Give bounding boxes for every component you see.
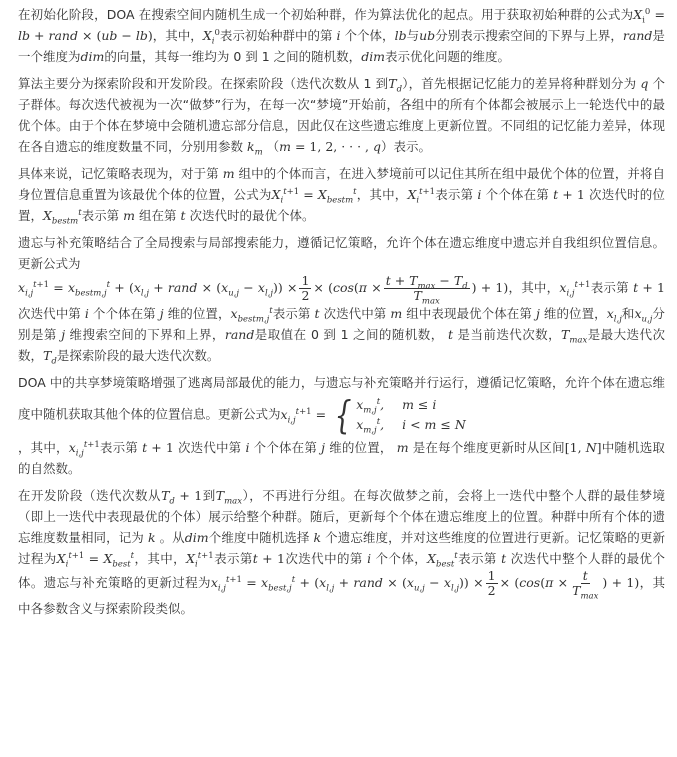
symbol: i [80, 306, 93, 321]
text: 表示第 [590, 280, 629, 295]
text: DOA 中的共享梦境策略增强了逃离局部最优的能力，与遗忘与补充策略并行运行，遵循记忆策略，允许个体在遗忘维度中随机获取其他个体的位置信息。更新公式为 [18, 375, 665, 422]
formula-shared: $x_{i,j}^{t+1}$ = { $x_{m,j}^t$, m ≤ i $x_{m,j}^t$, i < m ≤ N [280, 393, 466, 437]
text: 在开发阶段（迭代次数从 [18, 488, 162, 503]
symbol: $T_d$ [43, 348, 57, 367]
text: 组在第 [138, 208, 177, 223]
symbol: t [176, 208, 190, 223]
text: 维的位置， [543, 306, 607, 321]
text: 组中表现最优个体在第 [406, 306, 532, 321]
symbol: m [392, 440, 413, 455]
text: 是取值在 0 到 1 之间的随机数， [254, 327, 444, 342]
text: 表示第 [81, 208, 120, 223]
symbol: $X_{bestm}^t$ [43, 207, 82, 227]
symbol: t + 1 [252, 551, 285, 566]
text: 个子群体。每次迭代被视为一次“做梦”行为，在每一次“梦境”开始前，各组中的所有个体都会被展示上一轮迭代中的最优个体。由于个体在梦境中会随机遗忘部分信息，因此仅在这些遗忘维度上更新位置。不同组的记忆能力差异，体现在各自遗忘的维度数量不同，分别用参数 [18, 76, 665, 154]
text: 是一个维度为 [18, 28, 665, 64]
text: 中随机选取的自然数。 [18, 440, 665, 476]
symbol: $T_{max}$ [561, 327, 588, 346]
symbol: $T_{max}$ [215, 488, 243, 507]
text: 分别表示搜索空间的下界与上界， [435, 28, 623, 43]
symbol: [1, N] [564, 440, 602, 455]
text: 维的位置， [329, 440, 393, 455]
text: 表示第 [435, 187, 474, 202]
text: 是当前迭代次数， [457, 327, 562, 342]
text: 表示。 [393, 139, 432, 154]
text: 和 [621, 306, 635, 321]
symbol: j [317, 440, 330, 455]
text: 次迭代中的第 [284, 551, 363, 566]
text: ，其中， [508, 280, 560, 295]
paragraph-shared-dream [18, 372, 665, 479]
symbol: t + 1 [548, 187, 585, 202]
symbol: rand [622, 28, 653, 43]
symbol: dim [361, 49, 386, 64]
text: ，其中， [152, 28, 203, 43]
symbol: $T_d + 1$ [161, 488, 203, 507]
text: ，其中， [134, 551, 187, 566]
text: 次迭代时的位置， [18, 187, 665, 223]
paragraph-forget-supplement [18, 232, 665, 366]
text: 是探索阶段的最大迭代次数。 [56, 348, 220, 363]
symbol: $x_{u,j}$ [634, 306, 653, 325]
symbol: lb [394, 28, 407, 43]
text: 到 [202, 488, 216, 503]
text: 表示第 [272, 306, 311, 321]
symbol: $X_i^{t+1}$ [186, 550, 214, 570]
symbol: $T_d$ [388, 76, 403, 95]
symbol: i [332, 28, 345, 43]
text: 表示初始种群中的第 [219, 28, 333, 43]
text: 在初始化阶段，DOA 在搜索空间内随机生成一个初始种群，作为算法优化的起点。用于获取初始种群的公式为 [18, 7, 634, 22]
symbol: k [143, 530, 160, 545]
paragraph-memory-strategy [18, 163, 665, 226]
text: 。从 [159, 530, 185, 545]
symbol: t [496, 551, 511, 566]
formula-forget: $x_{i,j}^{t+1} = x_{bestm,j}^t + (x_{l,j}$ + rand × $(x_{u,j} - x_{l,j})$) × $\frac{1}{2}$ × (cos(π × $\frac{t + T_{max} - T_d}{T_{max}}$ ) + 1) [18, 273, 509, 307]
text: 是最大迭代次数， [18, 327, 665, 363]
symbol: q [636, 76, 653, 91]
symbol: $x_{i,j}^{t+1}$ [68, 439, 100, 459]
text: 个个体在第 [92, 306, 156, 321]
text: 算法主要分为探索阶段和开发阶段。在探索阶段（迭代次数从 1 到 [18, 76, 389, 91]
text: ），首先根据记忆能力的差异将种群划分为 [402, 76, 637, 91]
text: ），不再进行分组。在每次做梦之前，会将上一迭代中整个人群的最佳梦境（即上一迭代中表现最优的个体）展示给整个种群。随后，更新每个个体在遗忘维度上的位置。种群中所有个体的遗忘维度数量相同，记为 [18, 488, 665, 545]
text: 的向量，其每一维均为 0 到 1 之间的随机数， [104, 49, 362, 64]
text: 个维度中随机选择 [208, 530, 310, 545]
text: 表示优化问题的维度。 [385, 49, 511, 64]
symbol: $x_{bestm,j}^t$ [230, 305, 273, 325]
symbol: dim [184, 530, 209, 545]
text: 个个体在第 [485, 187, 549, 202]
paragraph-exploitation [18, 485, 665, 619]
symbol: m [218, 166, 239, 181]
text: 表示第 [99, 440, 138, 455]
formula-exploit-forget: $x_{i,j}^{t+1} = x_{best,j}^t + (x_{l,j}$ + rand × $(x_{u,j} - x_{l,j})$) × $\frac{1}{2}$ × (cos(π × $\frac{t}{T_{max}}$ ) + 1) [210, 568, 640, 602]
symbol: j [531, 306, 544, 321]
text: 次迭代中第 [178, 440, 242, 455]
symbol: i [473, 187, 486, 202]
formula-init: $X_i^0$ = lb + rand × (ub − lb) [18, 6, 665, 43]
symbol: $k_m$ （m = 1, 2, · · · , q） [243, 139, 394, 158]
symbol: i [362, 551, 376, 566]
symbol: $X_i^0$ [202, 27, 220, 47]
text: 个遗忘维度，并对这些维度的位置进行更新。记忆策略的更新过程为 [18, 530, 665, 566]
symbol: t + 1 [628, 280, 665, 295]
text: ，其中各参数含义与探索阶段类似。 [18, 575, 665, 616]
symbol: j [155, 306, 168, 321]
text: 组中的个体而言，在进入梦境前可以记住其所在组中最优个体的位置，并将自身位置信息重置为该最优个体的位置，公式为 [18, 166, 665, 202]
text: 维搜索空间的下界和上界， [69, 327, 225, 342]
text: 个个体， [344, 28, 395, 43]
paragraph-exploration [18, 73, 665, 157]
text: 次迭代中第 [18, 306, 81, 321]
symbol: ub [419, 28, 436, 43]
text: 维的位置， [167, 306, 231, 321]
symbol: i [241, 440, 254, 455]
text: ，其中， [18, 440, 69, 455]
symbol: m [386, 306, 407, 321]
text: 次迭代中第 [323, 306, 387, 321]
text: 个个体， [375, 551, 428, 566]
symbol: $X_i^{t+1}$ [407, 186, 436, 206]
text: 表示第 [213, 551, 253, 566]
symbol: $x_{l,j}$ [606, 306, 622, 325]
formula-exploit-memory: $X_i^{t+1} = X_{best}^t$ [56, 550, 135, 570]
text: 分别是第 [18, 306, 665, 342]
text: ，其中， [356, 187, 408, 202]
text: 遗忘与补充策略结合了全局搜索与局部搜索能力，遵循记忆策略，允许个体在遗忘维度中遗忘并自我组织位置信息。更新公式为 [18, 235, 665, 271]
text: 个个体在第 [253, 440, 318, 455]
symbol: t + 1 [137, 440, 174, 455]
text: 具体来说，记忆策略表现为，对于第 [18, 166, 219, 181]
text: 表示第 [457, 551, 497, 566]
symbol: dim [80, 49, 105, 64]
paragraph-initialization [18, 4, 665, 67]
symbol: m [119, 208, 139, 223]
symbol: rand [224, 327, 255, 342]
symbol: t [443, 327, 458, 342]
formula-memory: $X_i^{t+1} = X_{bestm}^t$ [271, 186, 357, 206]
symbol: k [309, 530, 326, 545]
symbol: $X_{best}^t$ [427, 550, 458, 570]
text: 是在每个维度更新时从区间 [412, 440, 565, 455]
text: 次迭代中整个人群的最优个体。遗忘与补充策略的更新过程为 [18, 551, 665, 590]
text: 次迭代时的最优个体。 [189, 208, 315, 223]
symbol: $x_{i,j}^{t+1}$ [559, 279, 591, 299]
symbol: j [56, 327, 70, 342]
text: 与 [406, 28, 420, 43]
symbol: t [310, 306, 324, 321]
